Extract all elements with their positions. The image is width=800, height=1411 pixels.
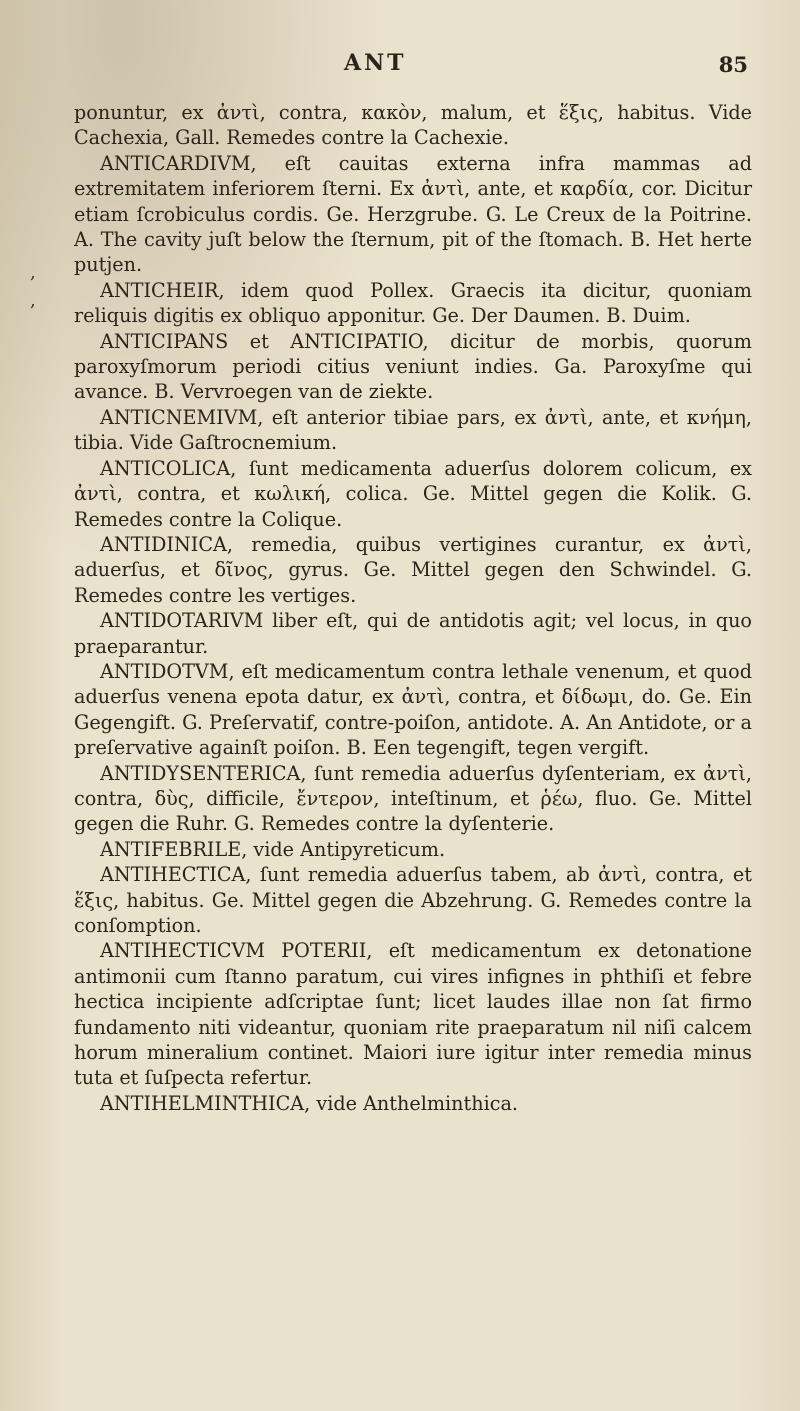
dictionary-entry: ANTIFEBRILE, vide Antipyreticum. xyxy=(100,837,446,861)
page-header xyxy=(74,30,752,77)
dictionary-entry: ponuntur, ex ἀντὶ, contra, κακὸν, malum, et ἕξις, habitus. Vide Cachexia, Gall. Remedes contre la Cachexie. xyxy=(74,101,752,150)
margin xyxy=(0,0,60,1411)
dictionary-body xyxy=(74,100,752,1116)
dictionary-entry: ANTIHECTICVM POTERII, eſt medicamentum ex detonatione antimonii cum ſtanno paratum, cui vires infignes in phthiſi et febre hectica incipiente adſcriptae ſunt; licet laudes illae non ſat firmo fundamento niti videantur, quoniam rite praeparatum nil niſi calcem horum mineralium continet. Maiori iure igitur inter remedia minus tuta et ſuſpecta refertur. xyxy=(74,939,752,1090)
dictionary-entry: ANTICARDIVM, eſt cauitas externa infra mammas ad extremitatem inferiorem ſterni. Ex ἀντὶ, ante, et καρδία, cor. Dicitur etiam ſcrobiculus cordis. Ge. Herzgrube. G. Le Creux de la Poitrine. A. The cavity juſt below the ſternum, pit of the ſtomach. B. Het herte putjen. xyxy=(74,151,752,277)
dictionary-entry: ANTICIPANS et ANTICIPATIO, dicitur de morbis, quorum paroxyſmorum periodi citius veniunt indies. Ga. Paroxyſme qui avance. B. Vervroegen van de ziekte. xyxy=(74,329,752,404)
margin-mark: , xyxy=(30,290,36,311)
dictionary-entry: ANTIDYSENTERICA, ſunt remedia aduerſus dyſenteriam, ex ἀντὶ, contra, δὺς, difficile, ἔντερον, inteſtinum, et ῥέω, fluo. Ge. Mittel gegen die Ruhr. G. Remedes contre la dyſenterie. xyxy=(74,761,752,836)
dictionary-entry: ANTICNEMIVM, eſt anterior tibiae pars, ex ἀντὶ, ante, et κνήμη, tibia. Vide Gaſtrocnemium. xyxy=(74,405,752,455)
dictionary-entry: ANTICOLICA, ſunt medicamenta aduerſus dolorem colicum, ex ἀντὶ, contra, et κωλική, colica. Ge. Mittel gegen die Kolik. G. Remedes contre la Colique. xyxy=(74,456,752,531)
dictionary-entry: ANTIHELMINTHICA, vide Anthelminthica. xyxy=(100,1091,519,1115)
dictionary-entry: ANTIDOTARIVM liber eſt, qui de antidotis agit; vel locus, in quo praeparantur. xyxy=(74,609,752,658)
page-number: 85 xyxy=(718,52,748,77)
margin-mark: , xyxy=(30,262,36,283)
dictionary-entry: ANTICHEIR, idem quod Pollex. Graecis ita dicitur, quoniam reliquis digitis ex obliquo apponitur. Ge. Der Daumen. B. Duim. xyxy=(74,278,752,328)
running-head: ANT xyxy=(344,50,407,76)
dictionary-entry: ANTIDINICA, remedia, quibus vertigines curantur, ex ἀντὶ, aduerſus, et δῖνος, gyrus. Ge. Mittel gegen den Schwindel. G. Remedes contre les vertiges. xyxy=(74,532,752,607)
dictionary-entry: ANTIHECTICA, ſunt remedia aduerſus tabem, ab ἀντὶ, contra, et ἕξις, habitus. Ge. Mittel gegen die Abzehrung. G. Remedes contre la conſomption. xyxy=(74,863,752,937)
dictionary-entry: ANTIDOTVM, eſt medicamentum contra lethale venenum, et quod aduerſus venena epota datur, ex ἀντὶ, contra, et δίδωμι, do. Ge. Ein Gegengift. G. Preſervatif, contre-poiſon, antidote. A. An Antidote, or a preſervative againſt poiſon. B. Een tegengift, tegen vergift. xyxy=(74,659,752,760)
